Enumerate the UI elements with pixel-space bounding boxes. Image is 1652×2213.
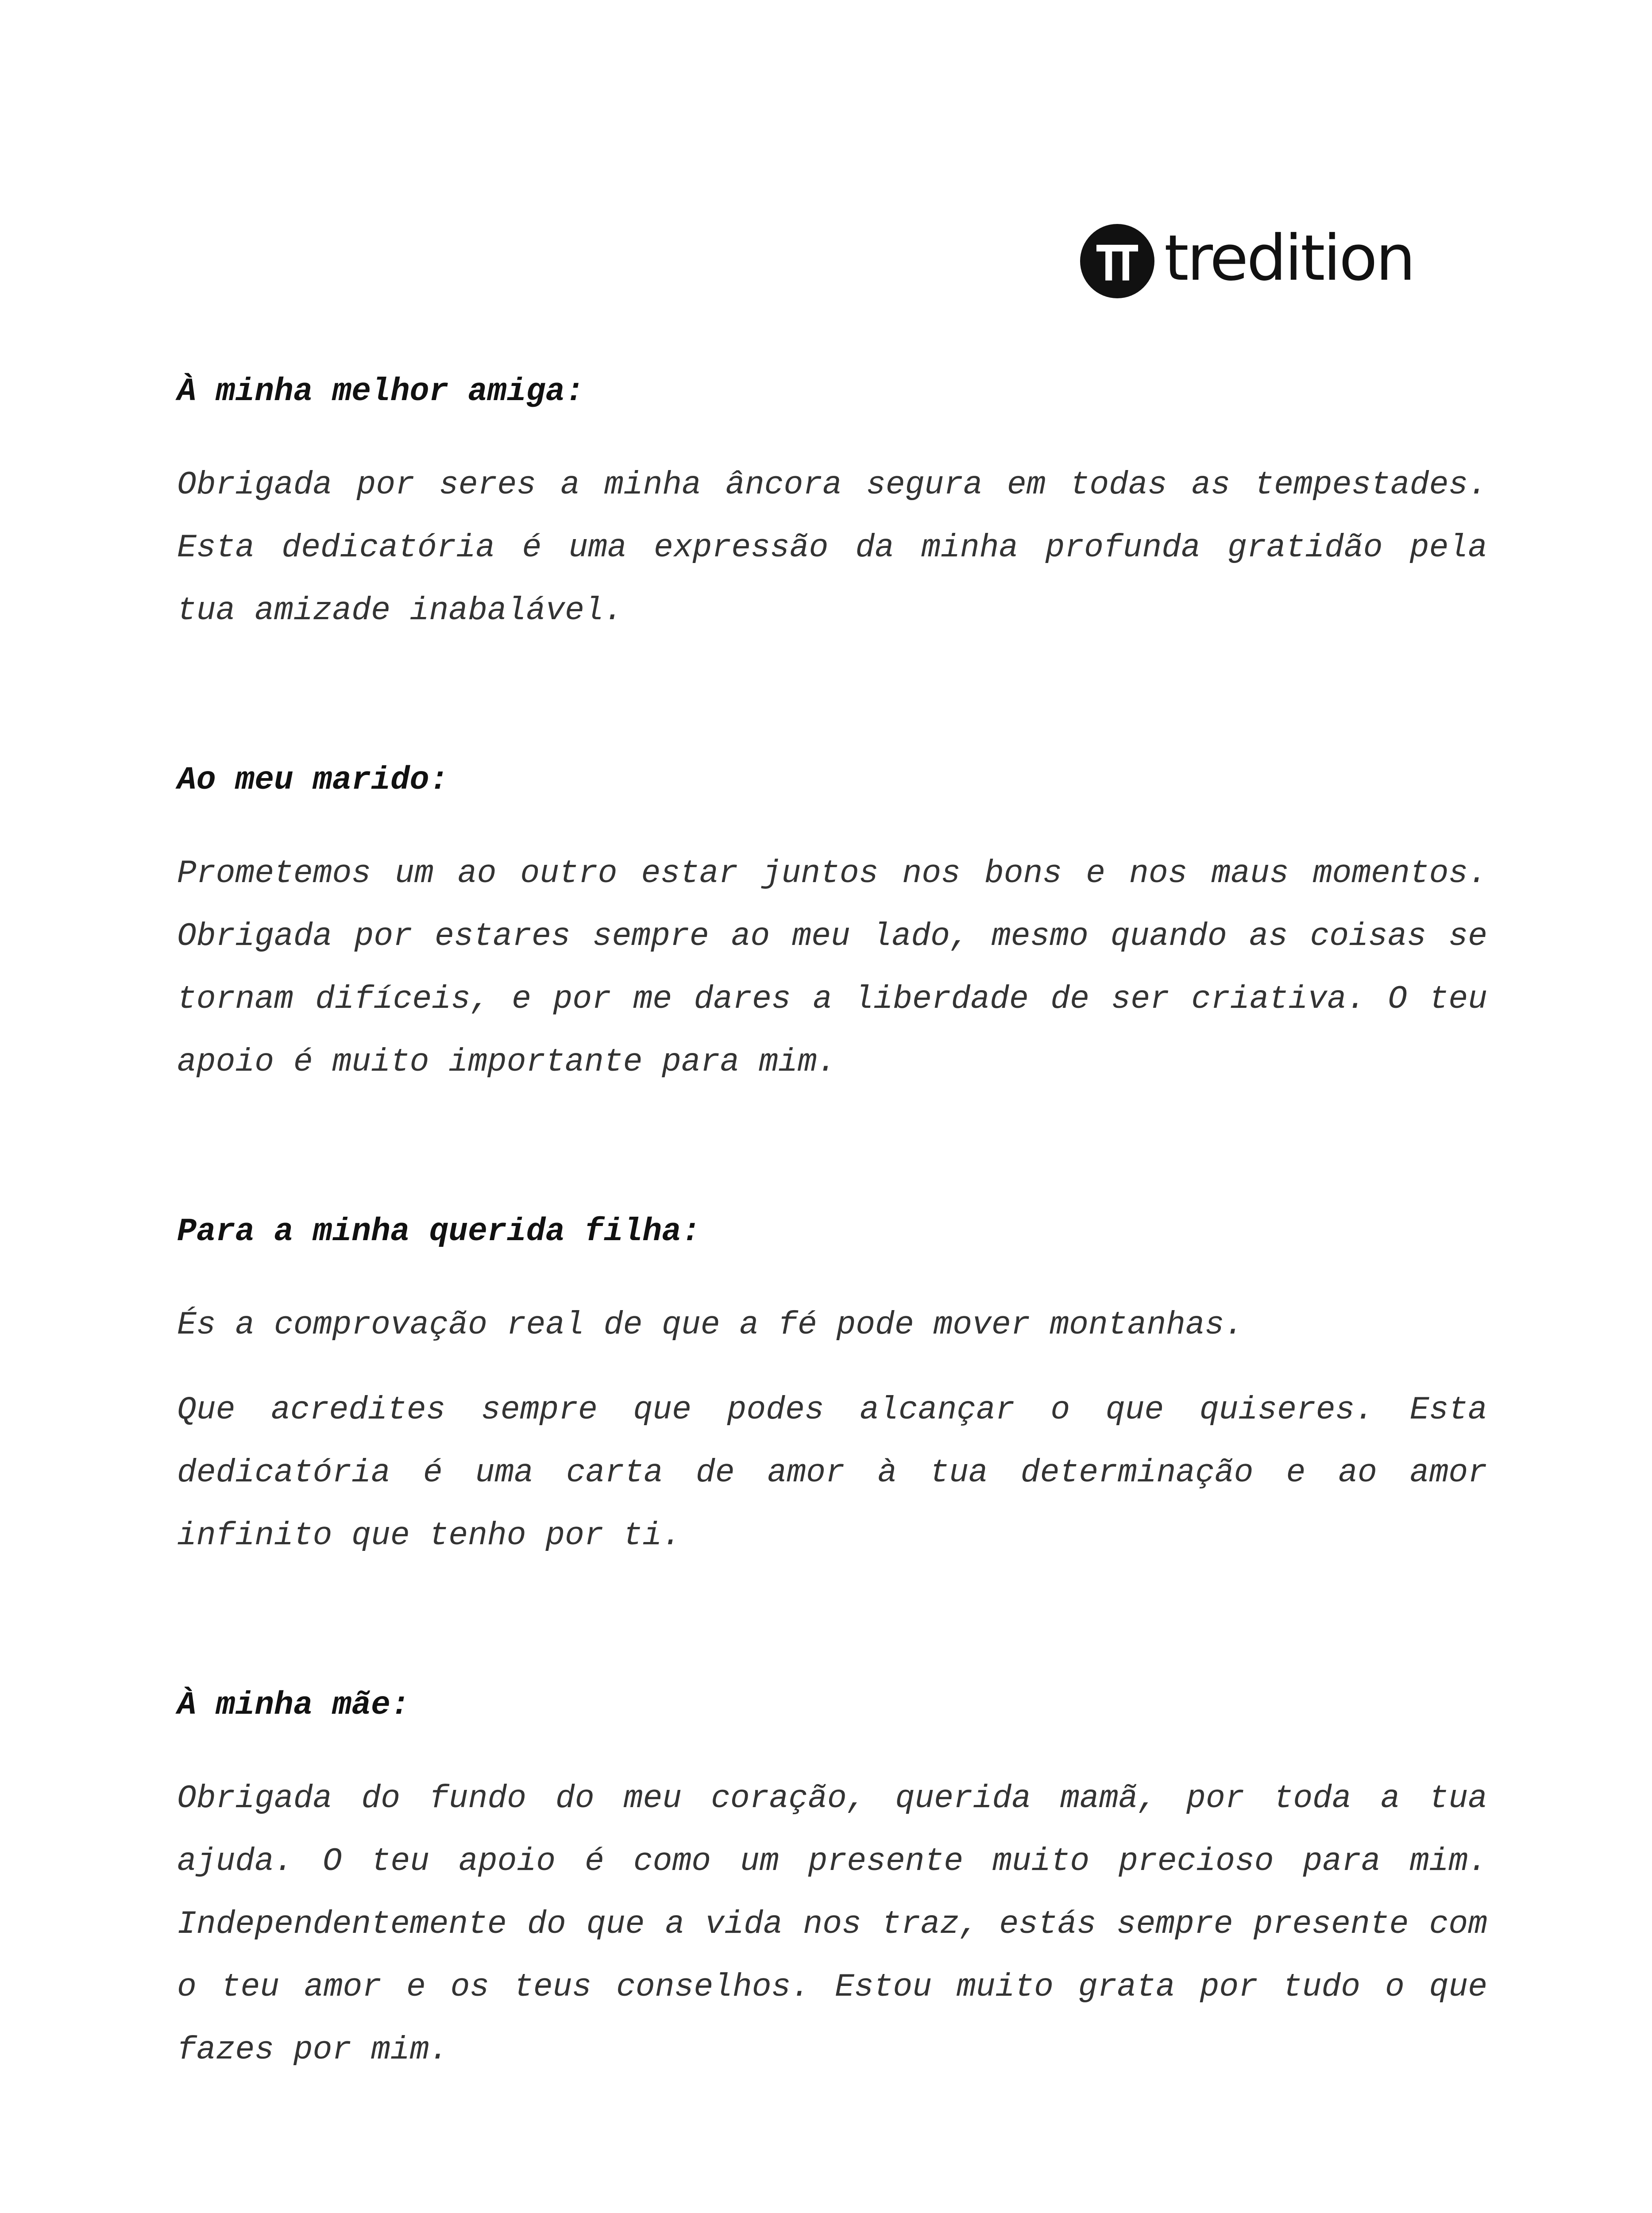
section-paragraph: Prometemos um ao outro estar juntos nos bons e nos maus momentos. Obrigada por estares sempre ao meu lado, mesmo quando as coisas se tornam difíceis, e por me dares a liberdade de ser criativa. O teu apoio é muito importante para mim. — [177, 855, 1487, 1080]
publisher-logo — [1080, 221, 1414, 301]
section-paragraph: Obrigada por seres a minha âncora segura em todas as tempestades. Esta dedicatória é uma expressão da minha profunda gratidão pela tua amizade inabalável. — [177, 467, 1487, 629]
logo-wordmark: tredition — [1164, 222, 1414, 295]
section-heading: À minha mãe: — [177, 1687, 410, 1723]
dedication-mother — [177, 1683, 1487, 2082]
dedication-best-friend — [177, 370, 1487, 642]
section-paragraph: Que acredites sempre que podes alcançar o que quiseres. Esta dedicatória é uma carta de amor à tua determinação e ao amor infinito que tenho por ti. — [177, 1392, 1487, 1554]
section-heading: Ao meu marido: — [177, 762, 449, 798]
tredition-logo-icon — [1080, 224, 1154, 298]
section-paragraph: És a comprovação real de que a fé pode mover montanhas. — [177, 1307, 1244, 1343]
section-heading: Para a minha querida filha: — [177, 1213, 701, 1250]
dedication-daughter — [177, 1210, 1487, 1567]
section-heading: À minha melhor amiga: — [177, 373, 584, 410]
section-paragraph: Obrigada do fundo do meu coração, querida mamã, por toda a tua ajuda. O teu apoio é como um presente muito precioso para mim. Independentemente do que a vida nos traz, estás sempre presente com o teu amor e os teus conselhos. Estou muito grata por tudo o que fazes por mim. — [177, 1780, 1487, 2068]
dedications — [177, 370, 1487, 2198]
dedication-husband — [177, 758, 1487, 1094]
